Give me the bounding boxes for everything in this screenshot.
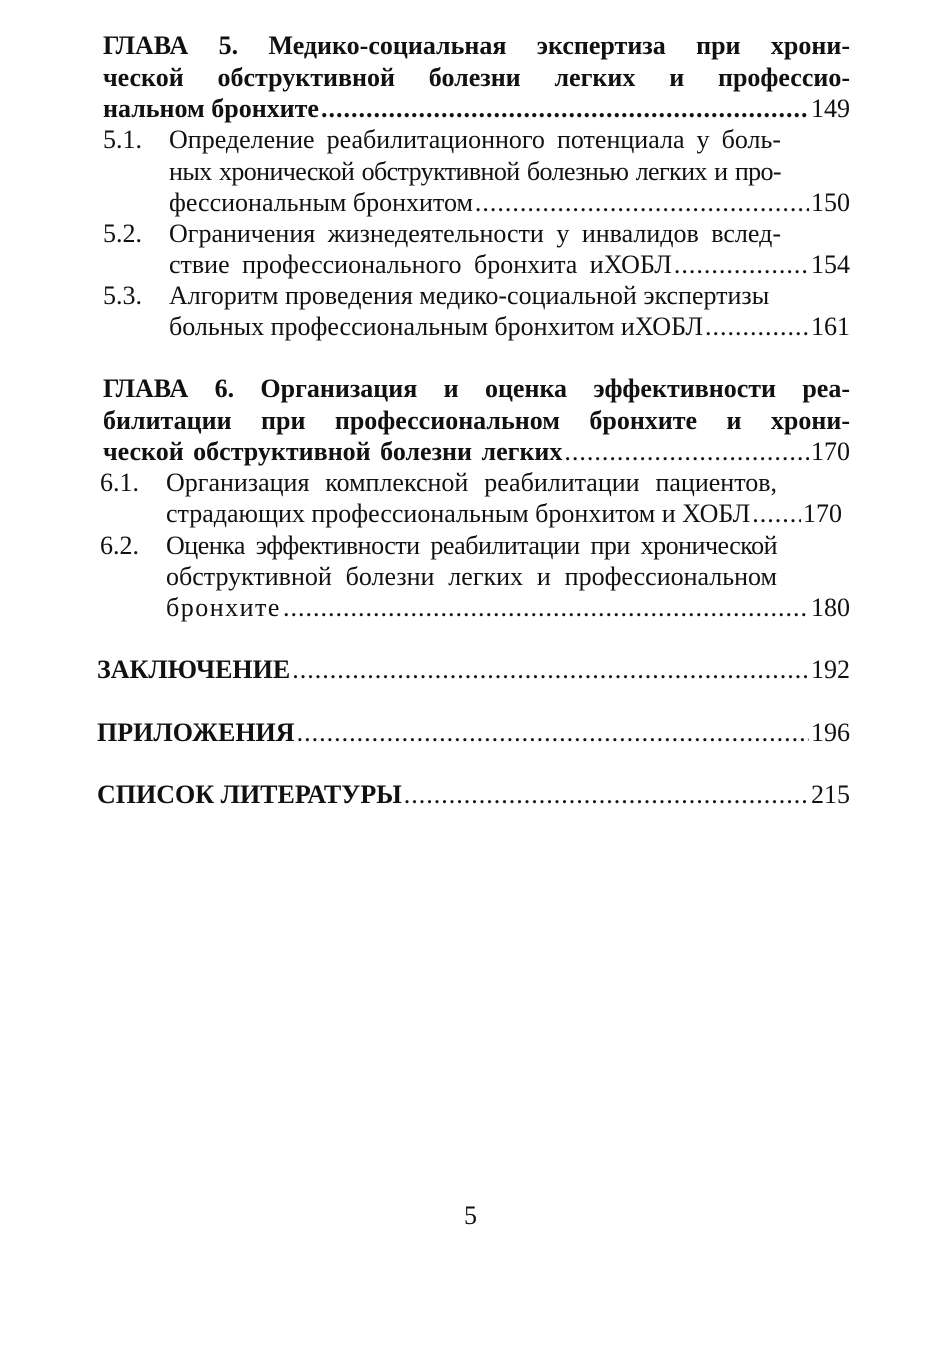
dot-leader [321, 93, 809, 125]
toc-conclusion-entry[interactable] [97, 654, 850, 686]
toc-5-2-line1: Ограничения жизнедеятельности у инвалидов вслед- [169, 219, 781, 248]
toc-6-1-page: 170 [803, 499, 842, 528]
toc-5-1-page: 150 [811, 188, 850, 217]
toc-5-3-number: 5.3. [103, 281, 142, 310]
toc-references-label: СПИСОК ЛИТЕРАТУРЫ [97, 780, 402, 809]
toc-appendices-label: ПРИЛОЖЕНИЯ [97, 718, 295, 747]
dot-leader [705, 311, 809, 343]
toc-5-2-line2: ствие профессионального бронхита иХОБЛ [169, 250, 672, 279]
toc-6-1-entry[interactable] [166, 498, 842, 530]
dot-leader [283, 592, 809, 624]
toc-references-page: 215 [811, 780, 850, 809]
toc-references-entry[interactable] [97, 779, 850, 811]
toc-5-1-entry[interactable] [169, 187, 850, 219]
toc-ch5-title-line3: нальном бронхите [103, 94, 319, 123]
dot-leader [292, 654, 809, 686]
toc-5-3-entry[interactable] [169, 311, 850, 343]
toc-ch6-title-line3: ческой обструктивной болезни легких [103, 437, 563, 466]
toc-5-3-page: 161 [811, 312, 850, 341]
toc-6-1-number: 6.1. [100, 468, 139, 497]
page-number: 5 [464, 1201, 477, 1230]
toc-6-2-line1: Оценка эффективности реабилитации при хронической [166, 531, 777, 560]
toc-6-2-page: 180 [811, 593, 850, 622]
toc-conclusion-label: ЗАКЛЮЧЕНИЕ [97, 655, 291, 684]
toc-ch5-entry[interactable] [103, 93, 850, 125]
toc-5-1-line3: фессиональным бронхитом [169, 188, 473, 217]
toc-ch6-title-line2: билитации при профессиональном бронхите и хрони- [103, 406, 850, 435]
toc-appendices-page: 196 [811, 718, 850, 747]
toc-6-2-number: 6.2. [100, 531, 139, 560]
dot-leader [297, 717, 809, 749]
toc-6-1-line2: страдающих профессиональным бронхитом и ХОБЛ [166, 499, 751, 528]
dot-leader [475, 187, 809, 219]
toc-ch5-page: 149 [811, 94, 850, 123]
toc-6-2-line3: бронхите [166, 593, 281, 622]
toc-5-1-line1: Определение реабилитационного потенциала у боль- [169, 125, 781, 154]
toc-conclusion-page: 192 [811, 655, 850, 684]
toc-5-3-line1: Алгоритм проведения медико-социальной экспертизы [169, 281, 770, 310]
dot-leader [564, 436, 809, 468]
toc-5-2-number: 5.2. [103, 219, 142, 248]
toc-6-2-line2: обструктивной болезни легких и профессиональном [166, 562, 777, 591]
toc-ch5-title-line2: ческой обструктивной болезни легких и профессио- [103, 63, 850, 92]
toc-5-1-line2: ных хронической обструктивной болезнью легких и про- [169, 157, 781, 186]
toc-6-1-line1: Организация комплексной реабилитации пациентов, [166, 468, 777, 497]
toc-ch6-title-line1: ГЛАВА 6. Организация и оценка эффективности реа- [103, 374, 850, 403]
toc-5-2-entry[interactable] [169, 249, 850, 281]
dot-leader [404, 779, 809, 811]
toc-ch6-entry[interactable] [103, 436, 850, 468]
toc-5-2-page: 154 [811, 250, 850, 279]
toc-5-3-line2: больных профессиональным бронхитом иХОБЛ [169, 312, 703, 341]
toc-appendices-entry[interactable] [97, 717, 850, 749]
toc-5-1-number: 5.1. [103, 125, 142, 154]
dot-leader [674, 249, 809, 281]
toc-ch6-page: 170 [811, 437, 850, 466]
toc-ch5-title-line1: ГЛАВА 5. Медико-социальная экспертиза при хрони- [103, 31, 850, 60]
toc-6-2-entry[interactable] [166, 592, 850, 624]
dot-leader [752, 498, 801, 530]
